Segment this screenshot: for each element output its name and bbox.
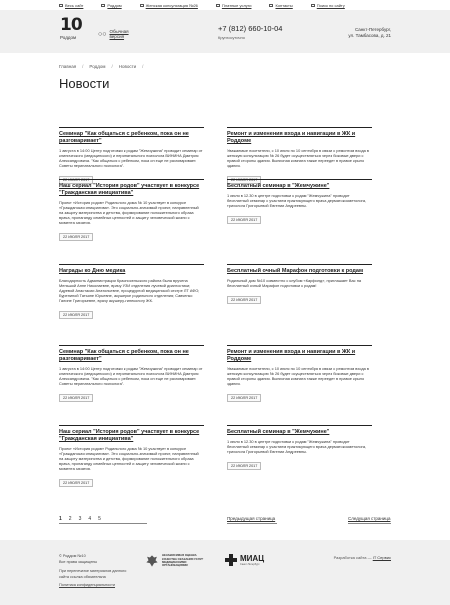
divider <box>227 264 372 265</box>
news-excerpt: Уважаемые посетители, с 10 июля по 10 сентября в связи с ремонтом входа в женскую консультацию № 26 будет осуществляться через боковые двери с правой стороны здания. Выписная комната также переедет в правое крыло здания. <box>227 148 369 168</box>
news-title-link[interactable]: Семинар "Как общаться с ребенком, пока он не разговаривает" <box>59 349 189 362</box>
news-title-link[interactable]: Наш сериал "История родов" участвует в конкурсе "Гражданская инициатива" <box>59 183 200 196</box>
divider <box>59 345 204 346</box>
developer-link[interactable]: IT Сервис <box>372 555 391 560</box>
topnav-link-roddom[interactable]: Роддом <box>101 3 121 8</box>
breadcrumb-roddom[interactable]: Роддом <box>89 64 106 69</box>
divider <box>227 345 372 346</box>
breadcrumb-separator: / <box>142 64 144 69</box>
news-excerpt: 1 августа в 14:00 Центр подготовки к родам "Жемчужина" проводит семинар от клинического (медицинского) и перинатального психолога ВИНИНА Дмитрия Александровича. "Как общаться с ребенком, пока он еще не разговаривает. Советы перинатального психолога". <box>59 148 203 168</box>
news-item <box>59 179 204 243</box>
home-icon <box>101 4 105 7</box>
breadcrumb <box>59 64 143 69</box>
news-excerpt: Уважаемые посетители, с 10 июля по 10 сентября в связи с ремонтом входа в женскую консультацию № 26 будет осуществляться через боковые двери с правой стороны здания. Выписная комната также переедет в правое крыло здания. <box>227 366 369 386</box>
news-excerpt: Проект «История родов» Родильного дома № 10 участвует в конкурсе «Гражданская инициатива». Это социально-значимый проект, направленный на защиту материнства и детства, формирование положительного образа врача, пропаганду семейных ценностей и защиту человеческой жизни с момента зачатия. <box>59 200 199 225</box>
miac-subtitle: Санкт-Петербург <box>240 562 260 566</box>
developer-prefix: Разработка сайта — <box>333 555 372 560</box>
topnav-link-search[interactable]: Поиск по сайту <box>311 3 345 8</box>
wallet-icon <box>216 4 220 7</box>
news-excerpt: 1 июля в 12.30 в центре подготовки к родам "Жемчужина" проводит бесплатный семинар с участием практикующего врача дерматокосметолога, трихолога Григорьевой Евгении Андреевны. <box>227 193 367 208</box>
vision-label-line1: Обычная <box>109 29 129 34</box>
news-excerpt: Родильный дом №10 совместно с клубом «Карфилд», приглашает Вас на бесплатный очный Марафон подготовки к родам! <box>227 278 362 288</box>
news-item <box>59 425 204 489</box>
news-date: 22 ИЮЛЯ 2017 <box>59 479 93 487</box>
contacts-icon <box>269 4 273 7</box>
page-link-4[interactable]: 4 <box>88 516 92 522</box>
vision-version-toggle[interactable] <box>98 29 129 39</box>
address <box>348 27 391 39</box>
breadcrumb-separator: / <box>111 64 113 69</box>
footer-notice: При перепечатке материалов данного сайта ссылка обязательна <box>59 569 127 579</box>
divider <box>59 264 204 265</box>
news-title-link[interactable]: Ремонт и изменения входа и навигации в ЖК и Роддоме <box>227 131 356 144</box>
breadcrumb-home[interactable]: Главная <box>59 64 77 69</box>
news-title-link[interactable]: Ремонт и изменения входа и навигации в ЖК и Роддоме <box>227 349 356 362</box>
page-link-1[interactable]: 1 <box>59 516 62 522</box>
news-date: 22 ИЮЛЯ 2017 <box>59 311 93 319</box>
glasses-icon: ○○ <box>98 30 107 38</box>
clinic-icon <box>140 4 144 7</box>
eagle-emblem-icon <box>145 554 159 568</box>
news-excerpt: Благодарность Администрации Красносельского района была вручена Меньшой Анне Николаевне, врачу УЗИ отделения лучевой диагностики; Адуевой Анастасии Анатольевне, процедурной медицинской сестре ЛТ АФО; Бурениной Татьяне Юрьевне, акушерке родильного отделения; Савченко Галине Григорьевне, врачу акушеру-гинекологу ЖК. <box>59 278 200 303</box>
news-title-link[interactable]: Награды ко Дню медика <box>59 268 126 274</box>
divider <box>59 425 204 426</box>
news-date: 22 ИЮЛЯ 2017 <box>227 462 261 470</box>
news-item <box>59 127 204 186</box>
breadcrumb-separator: / <box>82 64 84 69</box>
news-date: 22 ИЮЛЯ 2017 <box>59 394 93 402</box>
news-date: 22 ИЮЛЯ 2017 <box>227 296 261 304</box>
topnav-link-contacts[interactable]: Контакты <box>269 3 292 8</box>
news-item <box>227 425 372 472</box>
topnav-link-consultation[interactable]: Женская консультация №26 <box>140 3 198 8</box>
miac-title: МИАЦ <box>240 553 265 563</box>
prev-page-link[interactable]: Предыдущая страница <box>227 516 276 521</box>
pagination-divider <box>348 523 391 524</box>
news-item <box>227 127 372 186</box>
news-title-link[interactable]: Наш сериал "История родов" участвует в конкурсе "Гражданская инициатива" <box>59 429 200 442</box>
phone-note: Круглосуточно <box>218 35 245 40</box>
divider <box>59 179 204 180</box>
news-item <box>227 179 372 226</box>
page-link-3[interactable]: 3 <box>78 516 82 522</box>
site-icon <box>59 4 63 7</box>
site-header <box>0 10 450 53</box>
logo-subtitle: Роддом <box>60 35 77 40</box>
topnav-link-all-site[interactable]: Весь сайт <box>59 3 83 8</box>
pagination-divider <box>227 523 277 524</box>
divider <box>227 127 372 128</box>
topnav-link-paid-services[interactable]: Платные услуги <box>216 3 252 8</box>
footer-legal <box>59 554 127 589</box>
news-title-link[interactable]: Бесплатный очный Марафон подготовки к родам <box>227 268 364 274</box>
news-date: 22 ИЮЛЯ 2017 <box>227 176 261 184</box>
pagination <box>59 516 101 522</box>
footer-copyright: © Роддом №10 <box>59 554 86 558</box>
news-item <box>59 345 204 404</box>
news-excerpt: 1 июля в 12.30 в центре подготовки к родам "Жемчужина" проводит бесплатный семинар с участием практикующего врача дерматокосметолога, трихолога Григорьевой Евгении Андреевны. <box>227 439 367 454</box>
quality-assessment-badge[interactable] <box>145 554 210 568</box>
phone-block <box>218 24 282 40</box>
news-excerpt: Проект «История родов» Родильного дома № 10 участвует в конкурсе «Гражданская инициатива». Это социально-значимый проект, направленный на защиту материнства и детства, формирование положительного образа врача, пропаганду семейных ценностей и защиту человеческой жизни с момента зачатия. <box>59 446 199 471</box>
news-date: 22 ИЮЛЯ 2017 <box>227 216 261 224</box>
privacy-policy-link[interactable]: Политика конфиденциальности <box>59 583 116 587</box>
next-page-link[interactable]: Следущая страница <box>348 516 391 521</box>
news-item <box>227 345 372 404</box>
medical-cross-icon <box>225 554 237 566</box>
pagination-divider <box>59 523 147 524</box>
news-item <box>227 264 372 306</box>
divider <box>227 425 372 426</box>
vision-label-line2: версия <box>109 34 125 39</box>
news-date: 22 ИЮЛЯ 2017 <box>227 394 261 402</box>
footer-rights: Все права защищены <box>59 559 98 564</box>
divider <box>59 127 204 128</box>
news-title-link[interactable]: Бесплатный семинар в "Жемчужине" <box>227 429 330 435</box>
search-icon <box>311 4 315 7</box>
top-navigation <box>0 0 450 10</box>
news-title-link[interactable]: Семинар "Как общаться с ребенком, пока он не разговаривает" <box>59 131 189 144</box>
phone-number[interactable]: +7 (812) 660-10-04 <box>218 24 283 33</box>
news-excerpt: 1 августа в 14:00 Центр подготовки к родам "Жемчужина" проводит семинар от клинического (медицинского) и перинатального психолога ВИНИНА Дмитрия Александровича. "Как общаться с ребенком, пока он еще не разговаривает. Советы перинатального психолога". <box>59 366 203 386</box>
page-title: Новости <box>59 76 110 91</box>
page-link-5[interactable]: 5 <box>98 516 101 522</box>
news-title-link[interactable]: Бесплатный семинар в "Жемчужине" <box>227 183 330 189</box>
divider <box>227 179 372 180</box>
site-logo[interactable] <box>60 17 82 40</box>
site-footer <box>0 540 450 605</box>
logo-number: 10 <box>60 15 82 35</box>
miac-badge[interactable] <box>225 554 264 566</box>
news-item <box>59 264 204 321</box>
news-date: 22 ИЮЛЯ 2017 <box>59 233 93 241</box>
breadcrumb-news: Новости <box>118 64 137 69</box>
quality-assessment-text: НЕЗАВИСИМАЯ ОЦЕНКА КАЧЕСТВА ОКАЗАНИЯ УСЛУГ МЕДИЦИНСКИМИ ОРГАНИЗАЦИЯМИ <box>162 553 204 568</box>
developer-credit <box>334 555 391 560</box>
address-street: ул. Тамбасова, д. 21 <box>348 33 391 38</box>
news-date: 22 ИЮЛЯ 2017 <box>59 176 93 184</box>
address-city: Санкт-Петербург, <box>355 27 391 32</box>
page-link-2[interactable]: 2 <box>68 516 72 522</box>
